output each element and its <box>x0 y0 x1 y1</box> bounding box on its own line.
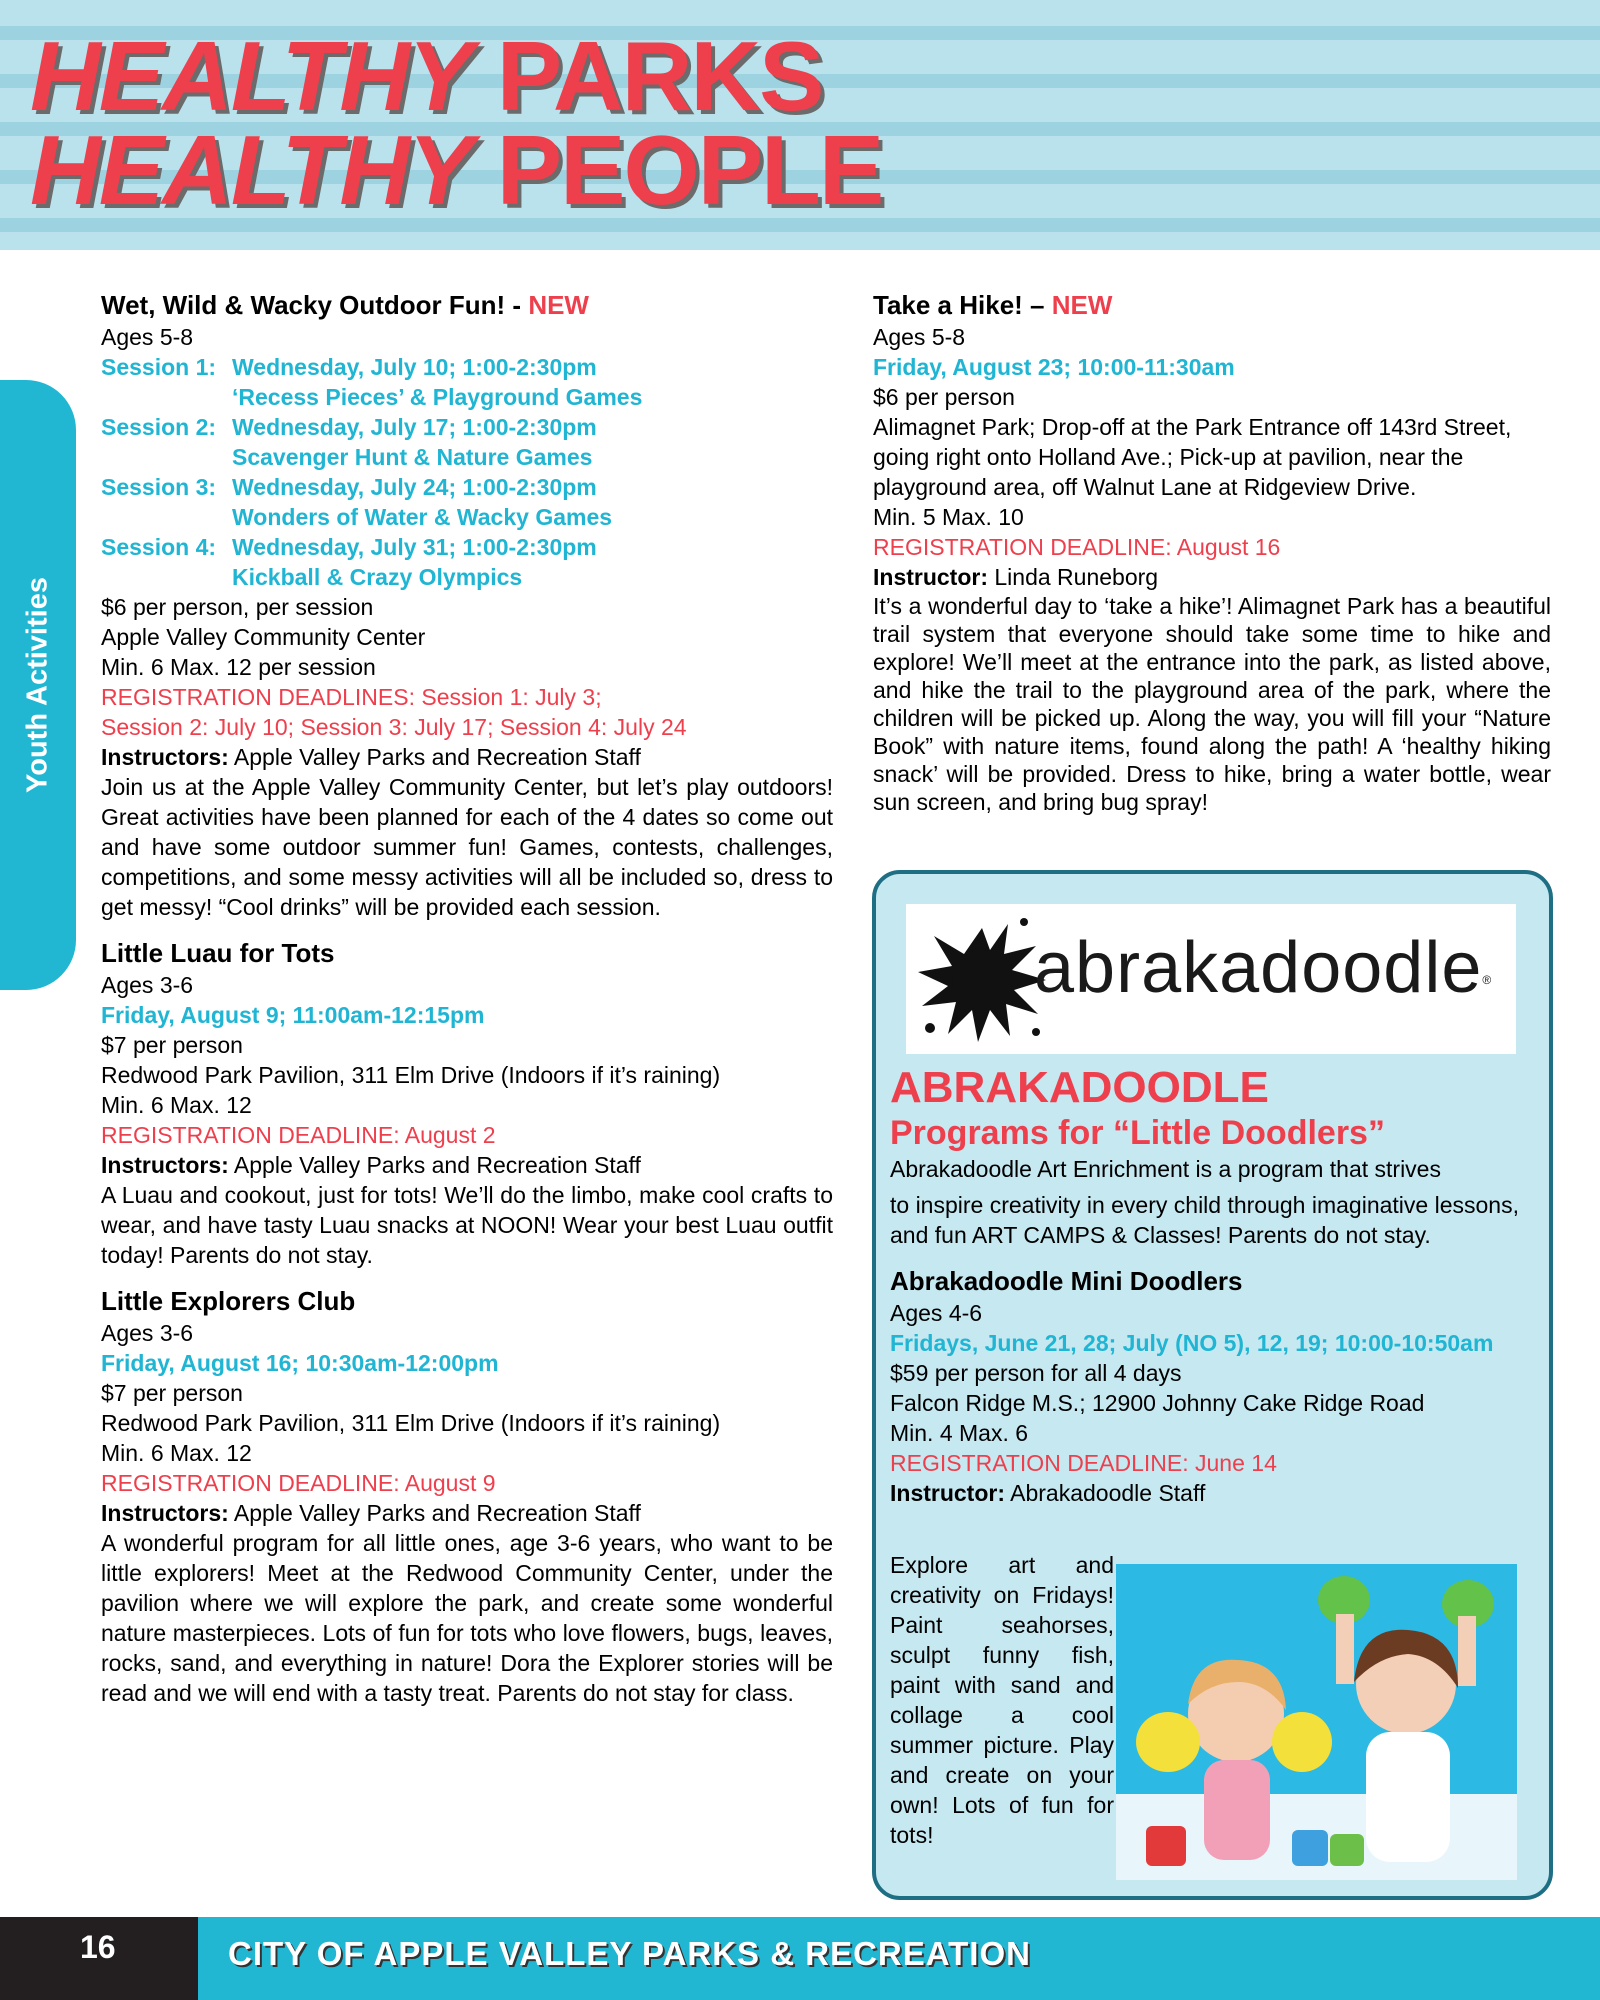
program-price: $59 per person for all 4 days <box>890 1360 1182 1386</box>
instructor-name: Apple Valley Parks and Recreation Staff <box>228 1152 641 1178</box>
session-indent <box>101 562 232 592</box>
program-capacity: Min. 6 Max. 12 per session <box>101 654 376 680</box>
registration-deadline: REGISTRATION DEADLINES: Session 1: July 3; <box>101 684 602 710</box>
program-title: Abrakadoodle Mini Doodlers <box>890 1266 1243 1296</box>
abrakadoodle-box <box>872 870 1553 1900</box>
registration-deadline: REGISTRATION DEADLINE: August 2 <box>101 1122 496 1148</box>
session-item <box>101 472 833 502</box>
session-item <box>101 532 833 562</box>
program-location: Redwood Park Pavilion, 311 Elm Drive (Indoors if it’s raining) <box>101 1062 721 1088</box>
page-footer <box>0 1917 1600 2000</box>
footer-text: CITY OF APPLE VALLEY PARKS & RECREATION <box>228 1935 1031 1972</box>
registration-deadline: Session 2: July 10; Session 3: July 17; Session 4: July 24 <box>101 714 687 740</box>
program-price: $6 per person <box>873 384 1015 410</box>
program-date: Fridays, June 21, 28; July (NO 5), 12, 19; 10:00-10:50am <box>890 1330 1494 1356</box>
program-ages: Ages 4-6 <box>890 1300 983 1326</box>
program-ages: Ages 5-8 <box>101 324 194 350</box>
session-indent <box>101 442 232 472</box>
left-column <box>101 288 833 1708</box>
program-capacity: Min. 4 Max. 6 <box>890 1420 1029 1446</box>
side-tab-label: Youth Activities <box>21 577 54 793</box>
program-title: Little Explorers Club <box>101 1286 356 1316</box>
program-title-text: Take a Hike! – <box>873 290 1052 320</box>
program-capacity: Min. 5 Max. 10 <box>873 504 1024 530</box>
program-location: Redwood Park Pavilion, 311 Elm Drive (Indoors if it’s raining) <box>101 1410 721 1436</box>
instructor-name: Abrakadoodle Staff <box>1005 1480 1206 1506</box>
program-date: Friday, August 23; 10:00-11:30am <box>873 354 1235 380</box>
program-description: It’s a wonderful day to ‘take a hike’! Alimagnet Park has a beautiful trail system that everyone should take some time to hike and explore! We’ll meet at the entrance into the park, as listed above, and hike the trail to the playground area of the park, where the children will be picked up. Along the way, you will fill your “Nature Book” with nature items, found along the path! A ‘healthy hiking snack’ will be provided. Dress to hike, bring a water bottle, wear sun screen, and bring bug spray! <box>873 593 1551 815</box>
registered-mark: ® <box>1482 973 1493 987</box>
abrakadoodle-content <box>890 1064 1540 1508</box>
header-title-line1 <box>30 21 823 131</box>
session-label: Session 1: <box>101 354 217 380</box>
program-title-text: Wet, Wild & Wacky Outdoor Fun! - <box>101 290 529 320</box>
footer-bar <box>198 1917 1600 2000</box>
instructor-label: Instructors: <box>101 1500 229 1526</box>
registration-deadline: REGISTRATION DEADLINE: June 14 <box>890 1450 1277 1476</box>
instructor-label: Instructor: <box>890 1480 1005 1506</box>
program-price: $6 per person, per session <box>101 594 374 620</box>
session-theme-text: Wonders of Water & Wacky Games <box>232 504 613 530</box>
program-date: Friday, August 16; 10:30am-12:00pm <box>101 1350 499 1376</box>
paint-splat-icon <box>912 910 1052 1050</box>
instructor-label: Instructor: <box>873 564 988 590</box>
session-theme-text: Scavenger Hunt & Nature Games <box>232 444 593 470</box>
section-side-tab <box>0 380 76 990</box>
program-title <box>873 288 1551 322</box>
title-healthy: HEALTHY <box>30 21 472 131</box>
program-price: $7 per person <box>101 1380 243 1406</box>
box-intro: to inspire creativity in every child through imaginative lessons, and fun ART CAMPS & Classes! Parents do not stay. <box>890 1192 1519 1248</box>
session-label: Session 2: <box>101 414 217 440</box>
session-item <box>101 412 833 442</box>
session-theme <box>101 562 833 592</box>
session-item <box>101 352 833 382</box>
logo-text: abrakadoodle <box>1034 928 1483 1008</box>
program-date: Friday, August 9; 11:00am-12:15pm <box>101 1002 485 1028</box>
page-header <box>0 0 1600 250</box>
header-title-line2 <box>30 115 883 225</box>
registration-deadline: REGISTRATION DEADLINE: August 16 <box>873 534 1281 560</box>
program-capacity: Min. 6 Max. 12 <box>101 1092 252 1118</box>
program-price: $7 per person <box>101 1032 243 1058</box>
session-theme <box>101 382 833 412</box>
program-title: Little Luau for Tots <box>101 938 335 968</box>
title-healthy: HEALTHY <box>30 115 472 225</box>
program-description: A Luau and cookout, just for tots! We’ll do the limbo, make cool crafts to wear, and have tasty Luau snacks at NOON! Wear your best Luau outfit today! Parents do not stay. <box>101 1182 833 1268</box>
box-intro: Abrakadoodle Art Enrichment is a program that strives <box>890 1156 1441 1182</box>
instructor-label: Instructors: <box>101 1152 229 1178</box>
session-label: Session 4: <box>101 534 217 560</box>
instructor-name: Apple Valley Parks and Recreation Staff <box>228 744 641 770</box>
program-location: Apple Valley Community Center <box>101 624 426 650</box>
kids-painting-photo <box>1116 1564 1517 1880</box>
session-indent <box>101 502 232 532</box>
program-description: Join us at the Apple Valley Community Center, but let’s play outdoors! Great activities have been planned for each of the 4 dates so come out and have some outdoor summer fun! Games, contests, challenges, competitions, and some messy activities will all be included so, dress to get messy! “Cool drinks” will be provided each session. <box>101 774 833 920</box>
session-theme-text: Kickball & Crazy Olympics <box>232 564 523 590</box>
session-date: Wednesday, July 17; 1:00-2:30pm <box>232 414 597 440</box>
session-theme-text: ‘Recess Pieces’ & Playground Games <box>232 384 643 410</box>
session-indent <box>101 382 232 412</box>
right-column <box>873 288 1551 816</box>
program-location: Alimagnet Park; Drop-off at the Park Entrance off 143rd Street, going right onto Holland Ave.; Pick-up at pavilion, near the playground area, off Walnut Lane at Ridgeview Drive. <box>873 414 1512 500</box>
program-description: Explore art and creativity on Fridays! Paint seahorses, sculpt funny fish, paint with sand and collage a cool summer picture. Play and create on your own! Lots of fun for tots! <box>890 1552 1114 1848</box>
session-date: Wednesday, July 10; 1:00-2:30pm <box>232 354 597 380</box>
registration-deadline: REGISTRATION DEADLINE: August 9 <box>101 1470 496 1496</box>
program-instructor <box>101 742 833 772</box>
box-subtitle: Programs for “Little Doodlers” <box>890 1114 1385 1152</box>
session-label: Session 3: <box>101 474 217 500</box>
new-badge: NEW <box>528 290 589 320</box>
session-date: Wednesday, July 31; 1:00-2:30pm <box>232 534 597 560</box>
program-title <box>101 288 833 322</box>
instructor-name: Linda Runeborg <box>988 564 1159 590</box>
abrakadoodle-logo <box>906 904 1516 1054</box>
session-theme <box>101 502 833 532</box>
program-ages: Ages 3-6 <box>101 1320 194 1346</box>
program-description: A wonderful program for all little ones, age 3-6 years, who want to be little explorers! Meet at the Redwood Community Center, under the pavilion where we will explore the park, and create some wonderful nature masterpieces. Lots of fun for tots who love flowers, bugs, leaves, rocks, sand, and everything in nature! Dora the Explorer stories will be read and we will end with a tasty treat. Parents do not stay for class. <box>101 1530 833 1706</box>
instructor-name: Apple Valley Parks and Recreation Staff <box>228 1500 641 1526</box>
session-theme <box>101 442 833 472</box>
page-number: 16 <box>80 1929 116 1965</box>
program-instructor <box>890 1478 1540 1508</box>
page-number-box <box>0 1917 198 2000</box>
program-instructor <box>873 562 1551 592</box>
program-instructor <box>101 1498 833 1528</box>
program-instructor <box>101 1150 833 1180</box>
instructor-label: Instructors: <box>101 744 229 770</box>
new-badge: NEW <box>1051 290 1113 320</box>
session-list <box>101 352 833 592</box>
program-location: Falcon Ridge M.S.; 12900 Johnny Cake Ridge Road <box>890 1390 1425 1416</box>
title-parks: PARKS <box>496 21 823 131</box>
program-ages: Ages 3-6 <box>101 972 194 998</box>
program-ages: Ages 5-8 <box>873 324 966 350</box>
logo-wordmark <box>1034 928 1492 1008</box>
title-people: PEOPLE <box>496 115 883 225</box>
session-date: Wednesday, July 24; 1:00-2:30pm <box>232 474 597 500</box>
program-capacity: Min. 6 Max. 12 <box>101 1440 252 1466</box>
box-title: ABRAKADOODLE <box>890 1063 1269 1112</box>
